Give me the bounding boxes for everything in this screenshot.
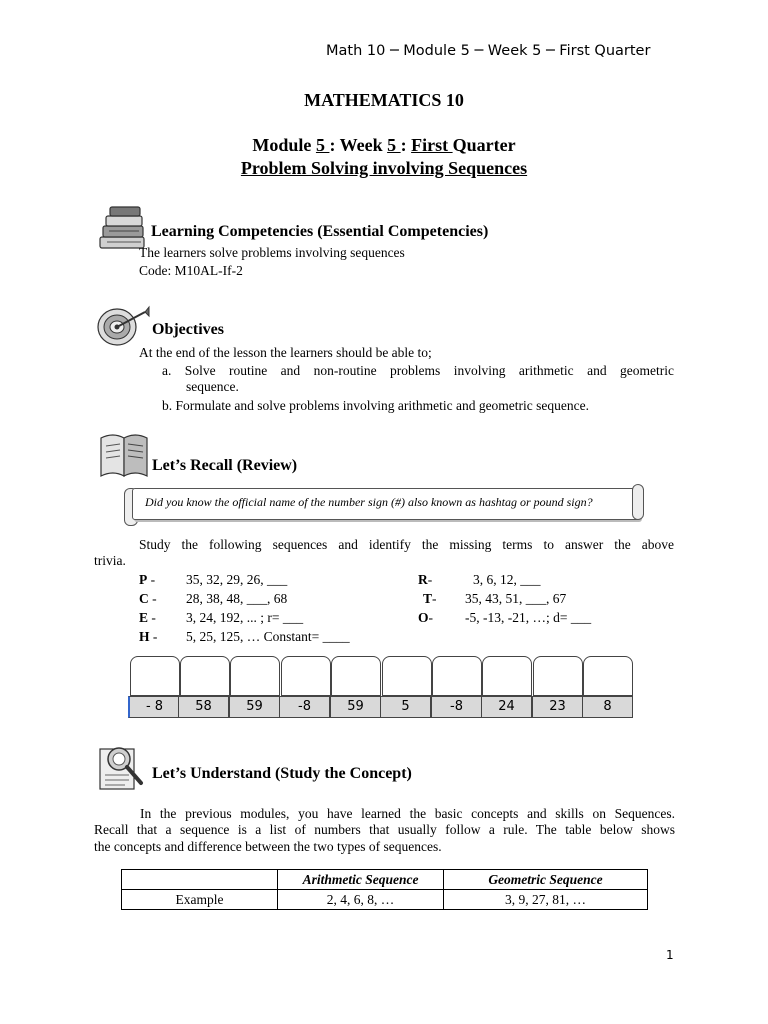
- running-header: Math 10 ─ Module 5 ─ Week 5 ─ First Quarter: [326, 43, 651, 59]
- sequence-letter: P: [139, 572, 148, 587]
- answer-blank[interactable]: [583, 656, 633, 696]
- sequence-letter: C: [139, 591, 149, 606]
- answer-blank[interactable]: [432, 656, 482, 696]
- understand-heading: Let’s Understand (Study the Concept): [152, 765, 412, 782]
- objective-b: b. Formulate and solve problems involving arithmetic and geometric sequence.: [162, 398, 590, 413]
- sequence-terms: 28, 38, 48, ___, 68: [186, 591, 288, 606]
- answer-blank[interactable]: [281, 656, 331, 696]
- answer-value: -8: [431, 696, 482, 718]
- answer-value: 23: [532, 696, 583, 718]
- table-header-cell: Geometric Sequence: [444, 870, 648, 890]
- recall-heading-sub: (Review): [236, 457, 298, 474]
- magnifier-icon: [97, 743, 149, 793]
- understand-paragraph-line1: In the previous modules, you have learned the basic concepts and skills on Sequences.: [140, 806, 675, 821]
- quarter-prefix: :: [400, 135, 412, 155]
- answer-blank[interactable]: [180, 656, 230, 696]
- sequence-sep: -: [147, 572, 156, 587]
- understand-paragraph-line3: the concepts and difference between the two types of sequences.: [94, 839, 442, 854]
- sequence-terms: 3, 24, 192, ... ; r= ___: [186, 610, 304, 625]
- sequence-item: [418, 610, 433, 626]
- module-number: 5: [315, 135, 330, 155]
- answer-value: 58: [178, 696, 229, 718]
- answer-value: 5: [380, 696, 431, 718]
- open-book-icon: [97, 430, 151, 480]
- table-header-cell: Arithmetic Sequence: [278, 870, 444, 890]
- sequence-sep: -: [427, 572, 433, 587]
- recall-instruction-cont: trivia.: [94, 553, 126, 568]
- sequence-letter: H: [139, 629, 150, 644]
- page-number: 1: [666, 948, 674, 962]
- week-number: 5: [387, 135, 401, 155]
- answer-blank[interactable]: [382, 656, 432, 696]
- table-cell: 2, 4, 6, 8, …: [278, 890, 444, 910]
- objectives-heading: Objectives: [152, 321, 224, 338]
- sequence-letter: T: [423, 591, 433, 606]
- objective-a-cont: sequence.: [186, 379, 239, 394]
- sequence-terms: -5, -13, -21, …; d= ___: [465, 610, 592, 625]
- module-line: [0, 135, 768, 156]
- objective-a: a. Solve routine and non-routine problems involving arithmetic and geometric: [162, 363, 674, 378]
- sequence-item: [423, 591, 437, 607]
- answer-blank[interactable]: [482, 656, 532, 696]
- topic-title: Problem Solving involving Sequences: [240, 158, 528, 178]
- trivia-question: Did you know the official name of the number sign (#) also known as hashtag or pound sign?: [145, 495, 593, 509]
- recall-instruction: Study the following sequences and identify the missing terms to answer the above: [139, 537, 674, 552]
- sequence-letter: O: [418, 610, 429, 625]
- table-cell: Example: [122, 890, 278, 910]
- sequence-item: [139, 629, 157, 645]
- sequence-terms: 5, 25, 125, … Constant= ____: [186, 629, 350, 644]
- sequence-sep: -: [149, 629, 158, 644]
- answer-value: 8: [582, 696, 633, 718]
- answer-grid: [128, 656, 634, 718]
- table-header-row: [122, 870, 648, 890]
- answer-blank[interactable]: [331, 656, 381, 696]
- sequence-terms: 35, 32, 29, 26, ___: [186, 572, 288, 587]
- competencies-code: Code: M10AL-If-2: [139, 263, 243, 278]
- sequence-terms: 35, 43, 51, ___, 67: [465, 591, 567, 606]
- recall-heading: [152, 457, 297, 475]
- week-prefix: : Week: [329, 135, 388, 155]
- sequence-sep: -: [148, 591, 157, 606]
- sequence-item: [139, 610, 156, 626]
- answer-value: 59: [330, 696, 381, 718]
- module-prefix: Module: [252, 135, 316, 155]
- sequence-sep: -: [428, 610, 434, 625]
- answer-blank[interactable]: [130, 656, 180, 696]
- scroll-curl-right: [632, 484, 644, 520]
- sequence-terms: 3, 6, 12, ___: [473, 572, 541, 587]
- quarter-name: First: [411, 135, 453, 155]
- competencies-text: The learners solve problems involving sequences: [139, 245, 405, 260]
- answer-value: 24: [481, 696, 532, 718]
- sequence-comparison-table: [121, 869, 648, 910]
- sequence-letter: R: [418, 572, 428, 587]
- sequence-item: [139, 591, 157, 607]
- sequence-item: [418, 572, 432, 588]
- answer-blank[interactable]: [230, 656, 280, 696]
- competencies-heading: Learning Competencies (Essential Competencies): [151, 223, 489, 240]
- understand-paragraph-line2: Recall that a sequence is a list of numbers that usually follow a rule. The table below shows: [94, 822, 675, 837]
- recall-heading-main: Let’s Recall: [152, 457, 237, 474]
- sequence-letter: E: [139, 610, 149, 625]
- sequence-sep: -: [148, 610, 156, 625]
- answer-value: - 8: [128, 696, 180, 718]
- table-row: [122, 890, 648, 910]
- table-cell: 3, 9, 27, 81, …: [444, 890, 648, 910]
- document-title: MATHEMATICS 10: [304, 90, 464, 110]
- answer-value: 59: [229, 696, 280, 718]
- answer-blank[interactable]: [533, 656, 583, 696]
- sequence-sep: -: [432, 591, 437, 606]
- answer-value: -8: [279, 696, 330, 718]
- quarter-suffix: Quarter: [452, 135, 516, 155]
- sequence-item: [139, 572, 155, 588]
- table-header-cell: [122, 870, 278, 890]
- objectives-intro: At the end of the lesson the learners should be able to;: [139, 345, 432, 360]
